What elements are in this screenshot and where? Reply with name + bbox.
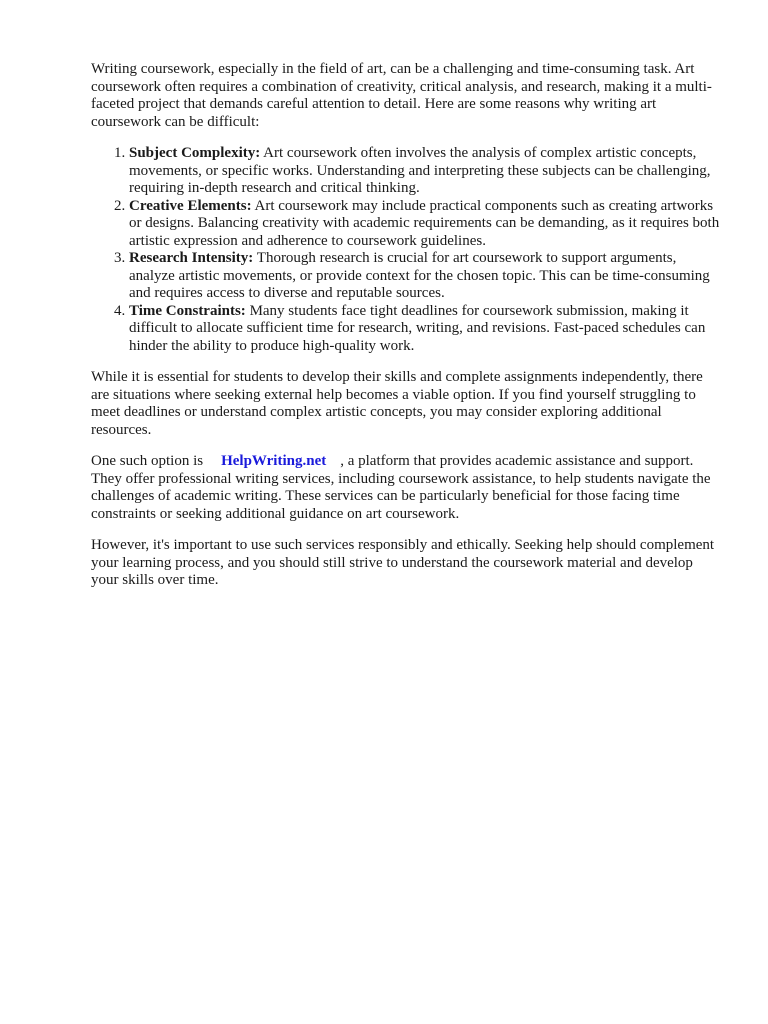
list-item [129, 145, 721, 198]
reason-term: Research Intensity: [129, 250, 254, 266]
paragraph-external-help: While it is essential for students to develop their skills and complete assignments independently, there are situations where seeking external help becomes a viable option. If you find yourself struggling to meet deadlines or understand complex artistic concepts, you may consider exploring additional resources. [91, 369, 703, 438]
option-text-before: One such option is [91, 453, 204, 469]
helpwriting-link[interactable]: HelpWriting.net [221, 453, 327, 469]
reason-term: Subject Complexity: [129, 145, 261, 161]
reason-term: Creative Elements: [129, 197, 252, 214]
paragraph-option [91, 453, 721, 523]
list-item [129, 303, 721, 356]
intro-paragraph: Writing coursework, especially in the field of art, can be a challenging and time-consuming task. Art coursework often requires a combination of creativity, critical analysis, and research, making it a multi-faceted project that demands careful attention to detail. Here are some reasons why writing art coursework can be difficult: [91, 61, 712, 130]
document-page [91, 61, 721, 604]
reason-text: Thorough research is crucial for art coursework to support arguments, analyze artistic movements, or provide context for the chosen topic. This can be time-consuming and requires access to diverse and reputable sources. [129, 250, 710, 301]
link-wrapper [221, 453, 326, 471]
list-item [129, 250, 721, 303]
reason-text: Art coursework may include practical components such as creating artworks or designs. Balancing creativity with academic requirements can be demanding, as it requires both artistic expression and adherence to coursework guidelines. [129, 197, 720, 249]
option-text-after: , a platform that provides academic assistance and support. They offer professional writing services, including coursework assistance, to help students navigate the challenges of academic writing. These services can be particularly beneficial for those facing time constraints or seeking additional guidance on art coursework. [91, 453, 711, 522]
reason-term: Time Constraints: [129, 302, 246, 319]
reason-text: Art coursework often involves the analysis of complex artistic concepts, movements, or specific works. Understanding and interpreting these subjects can be challenging, requiring in-depth research and critical thinking. [129, 145, 711, 196]
reasons-list [91, 145, 721, 355]
paragraph-responsible-use: However, it's important to use such services responsibly and ethically. Seeking help should complement your learning process, and you should still strive to understand the coursework material and develop your skills over time. [91, 537, 715, 588]
list-item [129, 198, 721, 251]
reason-text: Many students face tight deadlines for coursework submission, making it difficult to allocate sufficient time for research, writing, and revisions. Fast-paced schedules can hinder the ability to produce high-quality work. [129, 302, 706, 354]
